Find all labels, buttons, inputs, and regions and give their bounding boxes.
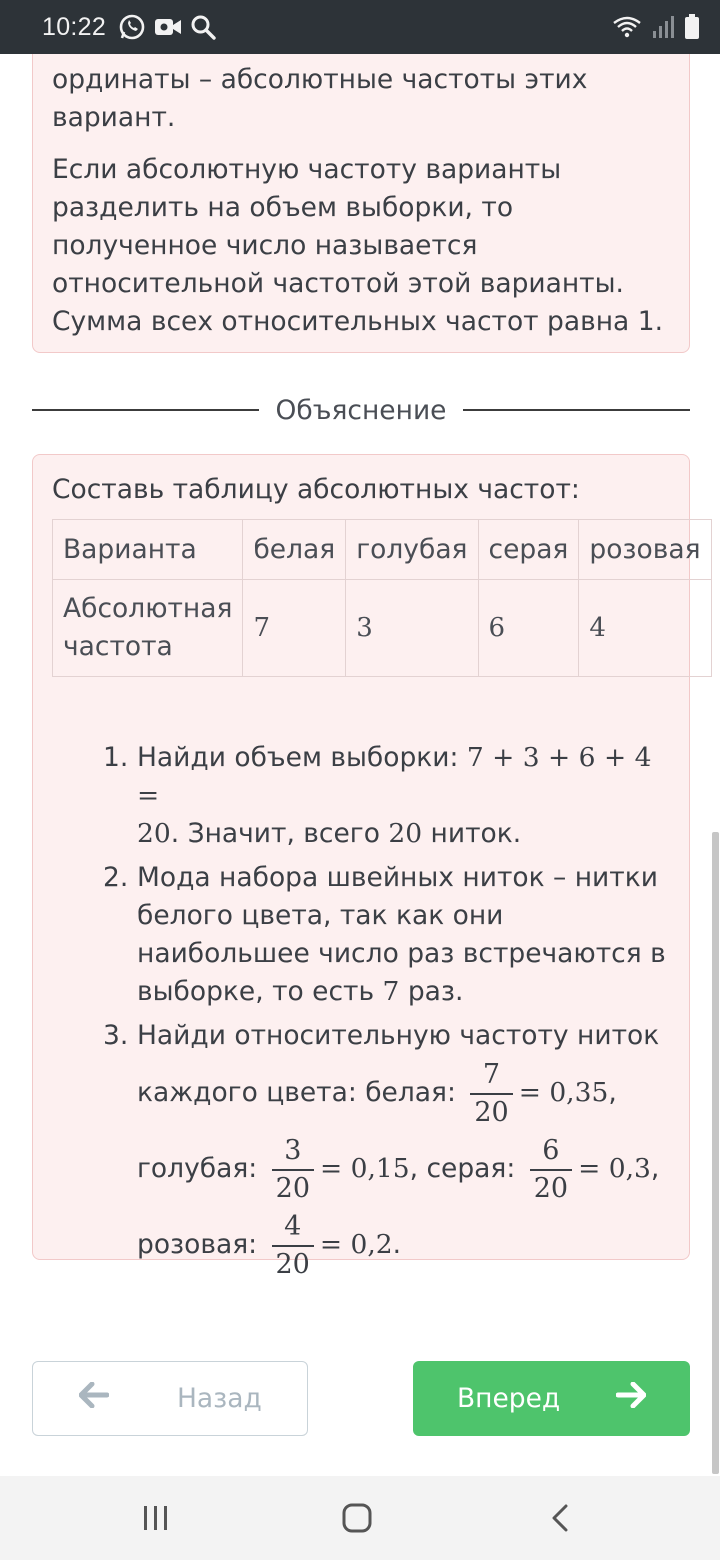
step-math: 7 + 3 + 6 + 4 =	[137, 742, 652, 811]
step-math: 20	[388, 818, 423, 849]
step-text-part: ,	[650, 1153, 660, 1184]
step-math: 20	[137, 818, 171, 849]
explanation-divider	[32, 390, 690, 430]
divider-line	[32, 409, 259, 411]
table-row	[53, 580, 712, 677]
list-item	[103, 739, 673, 853]
fraction-numerator: 6	[542, 1134, 560, 1166]
fraction-line	[137, 1207, 673, 1283]
fraction-numerator: 7	[482, 1058, 501, 1090]
next-button-label: Вперед	[457, 1383, 561, 1414]
step-text-part: раз.	[399, 976, 464, 1007]
step-text-part: голубая:	[137, 1153, 266, 1184]
step-text-part: ,	[608, 1077, 617, 1108]
fraction-pink	[272, 1209, 314, 1283]
fraction-denominator: 20	[470, 1093, 512, 1131]
step-text-part: каждого цвета: белая:	[137, 1077, 465, 1108]
back-button-label: Назад	[177, 1383, 262, 1414]
step-math: = 0,35	[518, 1077, 609, 1108]
navigation-bar	[0, 1476, 720, 1560]
status-time: 10:22	[42, 12, 107, 41]
step-math: = 0,15	[320, 1153, 410, 1184]
wifi-icon	[612, 15, 642, 39]
arrow-left-icon	[79, 1382, 109, 1415]
step-text-part: ниток.	[422, 818, 522, 849]
fraction-numerator: 3	[284, 1134, 302, 1166]
table-cell: 3	[346, 580, 478, 677]
fraction-denominator: 20	[530, 1169, 572, 1207]
back-icon[interactable]	[530, 1476, 590, 1560]
fraction-denominator: 20	[272, 1245, 314, 1283]
video-camera-icon	[154, 15, 182, 39]
table-header-cell: розовая	[579, 520, 711, 580]
step-text-part: розовая:	[137, 1229, 266, 1260]
home-icon[interactable]	[327, 1476, 387, 1560]
fraction-line	[137, 1055, 673, 1131]
step-text	[137, 859, 673, 1011]
fraction-white	[470, 1057, 512, 1131]
solution-steps	[103, 739, 673, 1283]
fraction-numerator: 4	[284, 1210, 302, 1242]
arrow-right-icon	[616, 1382, 646, 1415]
fraction-line	[137, 1131, 673, 1207]
step-text-part: , серая:	[409, 1153, 524, 1184]
step-math: 7	[382, 976, 400, 1007]
fraction-gray	[530, 1133, 572, 1207]
step-number: 3.	[103, 1020, 129, 1051]
table-cell: 4	[579, 580, 711, 677]
step-text-part: Мода набора швейных ниток – нитки белого цвета, так как они наибольшее число раз встречаются в выборке, то есть	[137, 862, 666, 1007]
list-item	[103, 859, 673, 1011]
status-bar	[0, 0, 720, 54]
table-header-cell: серая	[478, 520, 579, 580]
explanation-card	[32, 454, 701, 1280]
theory-paragraph: ординаты – абсолютные частоты этих вариант.	[52, 64, 588, 133]
whatsapp-icon	[118, 13, 146, 41]
back-button[interactable]	[32, 1361, 308, 1436]
step-text-part: Найди объем выборки:	[137, 742, 467, 773]
step-text	[137, 739, 673, 853]
step-text-part: . Значит, всего	[170, 818, 389, 849]
step-number: 1.	[103, 742, 129, 773]
divider-label: Объяснение	[275, 394, 447, 426]
status-left-icons	[118, 13, 216, 41]
table-header-cell: Варианта	[53, 520, 243, 580]
step-math: = 0,2	[319, 1229, 393, 1260]
table-cell: 6	[478, 580, 579, 677]
recent-apps-icon[interactable]	[126, 1476, 186, 1560]
theory-paragraph: Если абсолютную частоту варианты разделить на объем выборки, то полученное число называется относительной частотой этой варианты. Сумма всех относительных частот равна 1.	[52, 154, 663, 337]
theory-card	[32, 20, 690, 353]
table-cell: 7	[243, 580, 346, 677]
frequency-table	[52, 519, 712, 677]
status-right-icons	[612, 14, 700, 40]
search-icon	[190, 14, 216, 40]
step-text	[137, 1017, 673, 1283]
step-number: 2.	[103, 862, 129, 893]
table-cell: Абсолютная частота	[53, 580, 243, 677]
step-text-part: .	[392, 1229, 402, 1260]
divider-line	[463, 409, 690, 411]
list-item	[103, 1017, 673, 1283]
table-header-cell: голубая	[346, 520, 478, 580]
step-text-part: Найди относительную частоту ниток	[137, 1020, 660, 1051]
explanation-title: Составь таблицу абсолютных частот:	[52, 474, 580, 505]
table-header-cell: белая	[243, 520, 346, 580]
fraction-blue	[272, 1133, 314, 1207]
signal-icon	[652, 15, 674, 39]
scrollbar[interactable]	[712, 832, 719, 1474]
table-row	[53, 520, 712, 580]
step-math: = 0,3	[578, 1153, 651, 1184]
fraction-denominator: 20	[272, 1169, 314, 1207]
battery-icon	[684, 14, 700, 40]
next-button[interactable]	[413, 1361, 690, 1436]
